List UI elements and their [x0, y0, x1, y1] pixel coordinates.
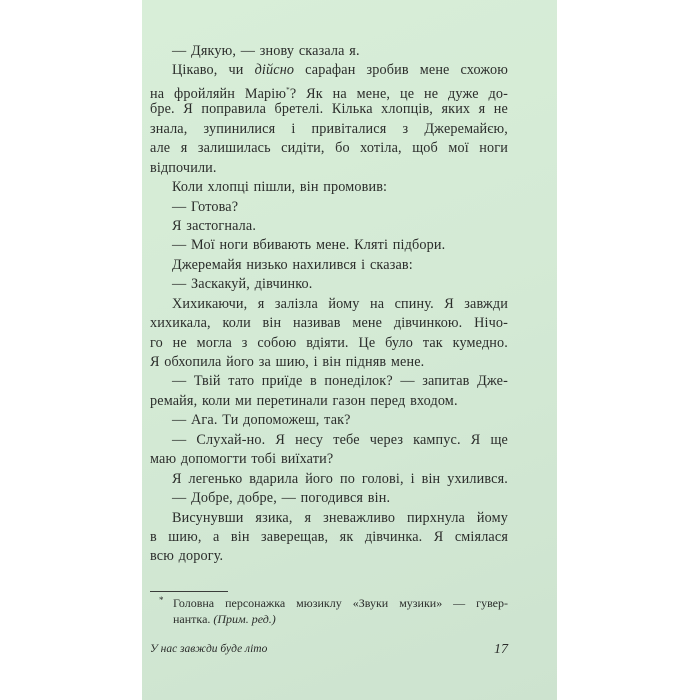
text-line: — Добре, добре, — погодився він.: [172, 490, 391, 507]
text-line: Я обхопила його за шию, і він підняв мене.: [150, 354, 425, 370]
text-line: Хихикаючи, я залізла йому на спину. Я завжди: [172, 295, 508, 312]
footnote-line-2: нантка. (Прим. ред.): [173, 612, 276, 626]
text-line: — Заскакуй, дівчинко.: [172, 276, 313, 293]
text-line: — Мої ноги вбивають мене. Кляті підбори.: [172, 237, 446, 254]
text-line: хихикала, коли він називав мене дівчинкою. Нічо-: [150, 315, 508, 332]
text-line: всю дорогу.: [150, 548, 224, 565]
text-line: Я легенько вдарила його по голові, і він ухилився.: [172, 470, 508, 487]
running-footer: [150, 642, 508, 658]
text-line: го не могла з собою вдіяти. Це було так кумедно.: [150, 334, 508, 351]
text-line: знала, зупинилися і привіталися з Джеремайєю,: [150, 120, 508, 137]
text-line: на фройляйн Марію*? Як на мене, це не дуже до-: [150, 85, 509, 102]
text-line: маю допомогти тобі виїхати?: [150, 451, 334, 468]
text-line: відпочили.: [150, 159, 217, 176]
text-line: Джеремайя низько нахилився і сказав:: [172, 256, 413, 273]
body-text: [150, 42, 508, 567]
text-line: Коли хлопці пішли, він промовив:: [172, 179, 388, 196]
footnote-line-1: * Головна персонажка мюзиклу «Звуки музики» — гувер-: [150, 595, 508, 611]
running-title: У нас завжди буде літо: [150, 643, 268, 655]
emphasis: дійсно: [254, 62, 295, 79]
text-line: Цікаво, чи дійсно сарафан зробив мене схожою: [172, 62, 508, 79]
footnote-reference: *: [286, 85, 290, 94]
footnote: [150, 595, 508, 627]
footnote-mark: *: [159, 595, 164, 605]
text-line: — Ага. Ти допоможеш, так?: [172, 412, 351, 429]
text-line: Я застогнала.: [172, 217, 257, 234]
text-line: — Готова?: [172, 198, 239, 215]
text-line: але я залишилась сидіти, бо хотіла, щоб мої ноги: [150, 140, 508, 157]
text-line: — Слухай-но. Я несу тебе через кампус. Я ще: [172, 431, 508, 448]
editor-note: (Прим. ред.): [213, 612, 276, 626]
text-line: в шию, а він заверещав, як дівчинка. Я сміялася: [150, 528, 508, 545]
page-number: 17: [494, 642, 508, 657]
text-line: бре. Я поправила бретелі. Кілька хлопців, яких я не: [150, 101, 508, 118]
text-line: — Твій тато приїде в понеділок? — запитав Дже-: [172, 373, 508, 390]
text-line: Висунувши язика, я зневажливо пирхнула йому: [172, 509, 508, 526]
text-line: ремайя, коли ми перетинали газон перед входом.: [150, 392, 458, 409]
text-line: — Дякую, — знову сказала я.: [172, 43, 360, 59]
